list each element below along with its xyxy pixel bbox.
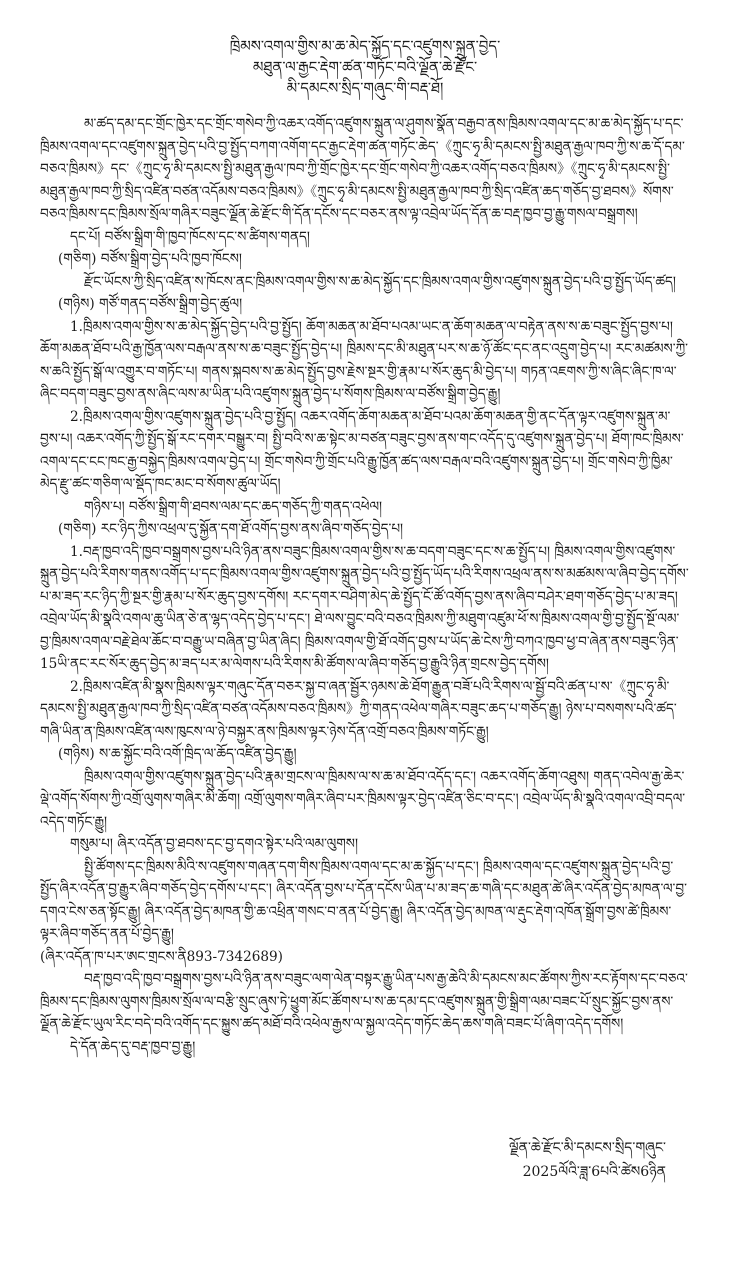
paragraph-leadership: ཁྲིམས་འགལ་གྱིས་འཛུགས་སྐྲུན་བྱེད་པའི་རྣམ་གྲངས་ལ་ཁྲིམས་ལ་ས་ཆ་མ་ཐོབ་འདོད་དང་། འཆར་འགོད་ཆོག་འཐུས། གནད་འབེལ་རྒྱ་ཆེར་ལྡེ་འགོད་སོགས་ཀྱི་འགྲོ་ལུགས་གཞིར་མི་ཆོག། འགྲོ་ལུགས་གཞིར་ཞིབ་པར་ཁྲིམས་ལྟར་བྱེད་འཛིན་ཅིང་བ་དང་། འབྲེལ་ཡོད་མི་སྣའི་འགལ་འབྲི་བདལ་འདེད་གཏོང་རྒྱུ། [40,768,686,830]
paragraph-item-2: 2.ཁྲིམས་འགལ་གྱིས་འཛུགས་སྐྲུན་བྱེད་པའི་བྱ་སྤྱོད། འཆར་འགོད་ཆོག་མཆན་མ་ཐོབ་པའམ་ཆོག་མཆན་གྱི་ནང་དོན་ལྟར་འཛུགས་སྐྲུན་མ་བྱས་པ། འཆར་འགོད་ཀྱི་སྤྱོད་སྒོ་རང་དགར་བསྒྱུར་བ། སྤྱི་བའི་ས་ཆ་སྟེང་མ་བཙན་བཟུང་བྱས་ནས་གང་འདོད་དུ་འཛུགས་སྐྲུན་བྱེད་པ། ཐོག་ཁང་ཁྲིམས་འགལ་དང་ངང་ཁང་རྒྱ་བསྐྱེད་ཁྲིམས་འགལ་བྱེད་པ། གྲོང་གསེབ་ཀྱི་གྲོང་པའི་རྒྱུ་ཁྱོན་ཚད་ལས་བརྒལ་བའི་འཛུགས་སྐྲུན་བྱེད་པ། གྲོང་གསེབ་ཀྱི་ཁྱིམ་མེད་རྫུ་ཚང་གཅིག་ལ་སྡོད་ཁང་མང་བ་སོགས་ཚུལ་ཡོད། [40,408,684,492]
intro-paragraph: མ་ཚད་དམ་དང་གྲོང་ཁྱེར་དང་གྲོང་གསེབ་ཀྱི་འཆར་འགོད་འཛུགས་སྐྲུན་ལ་ཤུགས་སྣོན་བརྒྱབ་ནས་ཁྲིམས་འགལ་དང་མ་ཆ་མེད་སྐྱོད་པ་དང་ཁྲིམས་འགལ་དང་འཛུགས་སྐྲུན་བྱེད་པའི་བྱ་སྤྱོད་བཀག་འགོག་དང་རྒྱང་རྡེག་ཚན་གཏོང་ཆེད་《ཀྲུང་ཧྭ་མི་དམངས་སྤྱི་མཐུན་རྒྱལ་ཁབ་ཀྱི་ས་ཆ་དོ་དམ་བཅའ་ཁྲིམས》དང་《ཀྲུང་ཧྭ་མི་དམངས་སྤྱི་མཐུན་རྒྱལ་ཁབ་ཀྱི་གྲོང་ཁྱེར་དང་གྲོང་གསེབ་ཀྱི་འཆར་འགོད་བཅའ་ཁྲིམས》《ཀྲུང་ཧྭ་མི་དམངས་སྤྱི་མཐུན་རྒྱལ་ཁབ་ཀྱི་སྲིད་འཛིན་བཙན་འདོམས་བཅའ་ཁྲིམས》《ཀྲུང་ཧྭ་མི་དམངས་སྤྱི་མཐུན་རྒྱལ་ཁབ་ཀྱི་སྲིད་འཛིན་ཆད་གཅོད་བྱ་ཐབས》སོགས་བཅའ་ཁྲིམས་དང་ཁྲིམས་སྲོལ་གཞིར་བཟུང་ལྗོན་ཆེ་རྫོང་གི་དོན་དངོས་དང་བཅར་ནས་ལྟ་འབྲེལ་ཡོད་དོན་ཆ་བརྡ་ཁྱབ་བྱ་རྒྱུ་གསལ་བསྒྲགས། [40,116,685,222]
section-heading-2: གཉིས་པ། བཙོས་སྒྲིག་གི་ཐབས་ལམ་དང་ཆད་གཅོད་ཀྱི་གནད་འཕེལ། [84,498,383,515]
notice-title-line-2: མཐུན་ལ་རྒྱང་རྡེག་ཚན་གཏོང་བའི་ལྗོན་ཆེ་རྫོང་ [252,58,478,76]
closing-line: དེ་དོན་ཆེད་དུ་བརྡ་ཁྱབ་བྱ་རྒྱུ། [70,1038,196,1055]
paragraph-item-2-2: 2.ཁྲིམས་འཛིན་མི་སྣས་ཁྲིམས་ལྟར་གཞུང་དོན་བཅར་སྐྱ་བ་ཞན་སྦྱོར་ཉམས་ཆེ་ཐོག་རྒྱུན་བཟོ་པའི་རིགས་ལ་སྦྱོ་བའི་ཚན་པ་ས་《ཀྲུང་ཧྭ་མི་དམངས་སྤྱི་མཐུན་རྒྱལ་ཁབ་ཀྱི་སྲིད་འཛིན་བཙན་འདོམས་བཅའ་ཁྲིམས》ཀྱི་གནད་འཕེལ་གཞིར་བཟུང་ཆད་པ་གཅོད་རྒྱུ། ཉེས་པ་བསགས་པའི་ཚད་གཞི་ཡིན་ན་ཁྲིམས་འཛིན་ལས་ཁུངས་ལ་ཉེ་བསྐྱར་ནས་ཁྲིམས་ལྟར་ཉེས་དོན་འགྲོ་བཅའ་ཁྲིམས་གཏོང་རྒྱུ། [40,678,677,740]
subsection-heading-1-2: (གཉིས) གཙོ་གནད་བཙོས་སྒྲིག་བྱེད་ཚུལ། [58,296,243,312]
notice-title-line-1: ཁྲིམས་འགལ་གྱིས་མ་ཆ་མེད་སྐྱོད་དང་འཛུགས་སྐྲུན་བྱེད་ [229,37,501,55]
paragraph-item-2-1: 1.བརྡ་ཁྱབ་འདི་ཁྱབ་བསྒྲགས་བྱས་པའི་ཉིན་ནས་བཟུང་ཁྲིམས་འགལ་གྱིས་ས་ཆ་བདག་བཟུང་དང་ས་ཆ་སྤྱོད་པ། ཁྲིམས་འགལ་གྱིས་འཛུགས་སྐྲུན་བྱེད་པའི་རིགས་གནས་འགོད་པ་དང་ཁྲིམས་འགལ་གྱིས་འཛུགས་སྐྲུན་བྱེད་པའི་བྱ་སྤྱོད་ཡོད་པའི་རིགས་འཕྲལ་ནས་ས་མཚམས་ལ་ཞིབ་བྱེད་དགོས་པ་མ་ཟད་རང་ཉིད་ཀྱི་སྔར་གྱི་རྣམ་པ་སོར་ཆུད་བྱས་དགོས། རང་དགར་བཤིག་མེད་ཆེ་སྤྱོད་ངོ་ཚོ་འགོད་བྱས་ནས་ཞིབ་བཤེར་ཐག་གཅོད་བྱེད་པ་མ་ཟད། འབྲེལ་ཡོད་མི་སྣའི་འགལ་ཆུ་ཡིན་ཅེ་ན་ལྷད་འདེད་བྱེད་པ་དང་། ཐེ་ལས་བྱུང་བའི་བཅའ་ཁྲིམས་ཀྱི་མཐུག་འཛུམ་ཕོ་ས་ཁྲིམས་འགལ་གྱི་བྱ་སྤྱོད་སྔོ་ལམ་བྱ་ཁྲིམས་འགལ་བརྗེ་ཐེལ་ཆོང་བ་བརྒྱུ་ཡ་བཞིན་བྱ་ཡིན་ཞིང། ཁྲིམས་འགལ་གྱི་ཐོ་འགོད་བྱས་པ་ཡོད་ཆེ་ངེས་ཀྱི་བཀའ་ཁྱབ་ཕྱ་བ་ཞེན་ནས་བཟུང་ཉིན་15ཡི་ནང་རང་སོར་ཆུད་བྱེད་མ་ཟད་པར་མ་ལེགས་པའི་རིགས་མི་ཚོགས་ལ་ཞིབ་གཅོད་བྱ་རྒྱུའི་ཉིན་གྲངས་བྱེད་དགོས། [40,543,689,672]
section-heading-3: གསུམ་པ། ཞིར་འདོན་བྱ་ཐབས་དང་བྱ་དགའ་སྟེར་པའི་ལམ་ལུགས། [70,836,358,852]
issuer-name: ལྗོན་ཆེ་རྫོང་མི་དམངས་སྲིད་གཞུང་ [509,1140,666,1156]
subsection-heading-2-2: (གཉིས) ས་ཆ་སྐྱོང་བའི་འགོ་ཁྲིད་ལ་ཆོད་འཛིན་བྱེད་རྒྱུ། [58,746,297,762]
notice-title-line-3: མི་དམངས་སྲིད་གཞུང་གི་བརྡ་ཐོ། [286,79,444,97]
subsection-heading-2-1: (གཅིག) རང་ཉིད་ཀྱིས་འཕྲལ་དུ་སྐྱོན་དག་ཐོ་འགོད་བྱས་ནས་ཞིབ་གཅོད་བྱེད་པ། [58,521,404,537]
section-heading-1: དང་པོ། བཙོས་སྒྲིག་གི་ཁྱབ་ཁོངས་དང་ས་ཚིགས་གནད། [70,228,310,245]
issue-date: 2025ལོའི་ཟླ་6པའི་ཚེས6ཉིན [522,1164,666,1180]
signature-block [509,1136,666,1184]
paragraph-item-1: 1.ཁྲིམས་འགལ་གྱིས་ས་ཆ་མེད་སྐྱོད་བྱེད་པའི་བྱ་སྤྱོད། ཆོག་མཆན་མ་ཐོབ་པའམ་ཡང་ན་ཆོག་མཆན་ལ་བརྟེན་ནས་ས་ཆ་བཟུང་སྤྱོད་བྱས་པ། ཆོག་མཆན་ཐོབ་པའི་རྒྱ་ཁྱོན་ལས་བརྒལ་ནས་ས་ཆ་བཟུང་སྤྱོད་བྱེད་པ། ཁྲིམས་དང་མི་མཐུན་པར་ས་ཆ་ཉོ་ཚོང་དང་ནང་འདྲུག་བྱེད་པ། རང་མཚམས་ཀྱི་ས་ཆའི་སྤྱོད་སྒོ་ལ་འགྱུར་བ་གཏོང་པ། གནས་སྐབས་ས་ཆ་མེད་སྤྱོད་བྱས་རྗེས་སྔར་གྱི་རྣམ་པ་སོར་ཆུད་མི་བྱེད་པ། གཏན་འཇགས་ཀྱི་ས་ཞིང་ཞིང་ཁ་ལ་ཞིང་བདག་བཟུང་བྱས་ནས་ཞིང་ལས་མ་ཡིན་པའི་འཛུགས་སྐྲུན་བྱེད་པ་སོགས་ཁྲིམས་ལ་བཙོས་སྒྲིག་བྱེད་རྒྱུ། [40,318,688,402]
hotline-number: (ཞིར་འདོན་ཁ་པར་ཨང་གྲངས་ནི893-7342689) [40,948,283,965]
paragraph-scope: རྫོང་ཡོངས་ཀྱི་སྲིད་འཛིན་ས་ཁོངས་ནང་ཁྲིམས་འགལ་གྱིས་ས་ཆ་མེད་སྐྱོད་དང་ཁྲིམས་འགལ་གྱིས་འཛུགས་སྐྲུན་བྱེད་པའི་བྱ་སྤྱོད་ཡོད་ཚད། [84,273,676,290]
notice-body [40,113,690,1058]
subsection-heading-1-1: (གཅིག) བཙོས་སྒྲིག་བྱེད་པའི་ཁྱབ་ཁོངས། [58,251,242,267]
paragraph-closing: བརྡ་ཁྱབ་འདི་ཁྱབ་བསྒྲགས་བྱས་པའི་ཉིན་ནས་བཟུང་ལག་ལེན་བསྟར་རྒྱུ་ཡིན་པས་རྒྱ་ཆེའི་མི་དམངས་མང་ཚོགས་ཀྱིས་རང་རྟོགས་དང་བཅའ་ཁྲིམས་དང་ཁྲིམས་ལུགས་ཁྲིམས་སྲོལ་ལ་བརྩི་སྲུང་ཞུས་ཏེ་ཕྱུག་མོང་ཚོགས་པ་ས་ཆ་དམ་དང་འཛུགས་སྐྲུན་གྱི་སྒྲིག་ལམ་བཟང་པོ་སྲུང་སྐྱོང་བྱས་ནས་ལྗོན་ཆེ་རྫོང་ཡུལ་རིང་བདེ་བའི་འགོད་དང་སྐྱུས་ཚད་མཐོ་བའི་འཕེལ་རྒྱས་ལ་སྐྱལ་འདེད་གཏོང་ཆེད་ཆས་གཞི་བཟང་པོ་ཞིག་འདེད་དགོས། [40,971,688,1032]
paragraph-reporting: སྤྱི་ཚོགས་དང་ཁྲིམས་མིའི་ས་འཛུགས་གཞན་དག་གིས་ཁྲིམས་འགལ་དང་མ་ཆ་སྐྱོད་པ་དང་། ཁྲིམས་འགལ་དང་འཛུགས་སྐྲུན་བྱེད་པའི་བྱ་སྤྱོད་ཞིར་འདོན་བྱ་རྒྱུར་ཞིབ་གཅོད་བྱེད་དགོས་པ་དང་། ཞིར་འདོན་བྱས་པ་དོན་དངོས་ཡིན་པ་མ་ཟད་ཆ་གཞི་དང་མཐུན་ཚེ་ཞིར་འདོན་བྱེད་མཁན་ལ་བྱ་དགའ་ངེས་ཅན་སྟོང་རྒྱུ། ཞིར་འདོན་བྱེད་མཁན་གྱི་ཆ་འཕྲིན་གསང་བ་ནན་པོ་བྱེད་རྒྱུ། ཞིར་འདོན་བྱེད་མཁན་ལ་རྡུང་རྡེག་འཁོན་སྒྲོག་བྱས་ཚེ་ཁྲིམས་ལྟར་ཞིབ་གཅོད་ནན་པོ་བྱེད་རྒྱུ། [40,858,687,942]
